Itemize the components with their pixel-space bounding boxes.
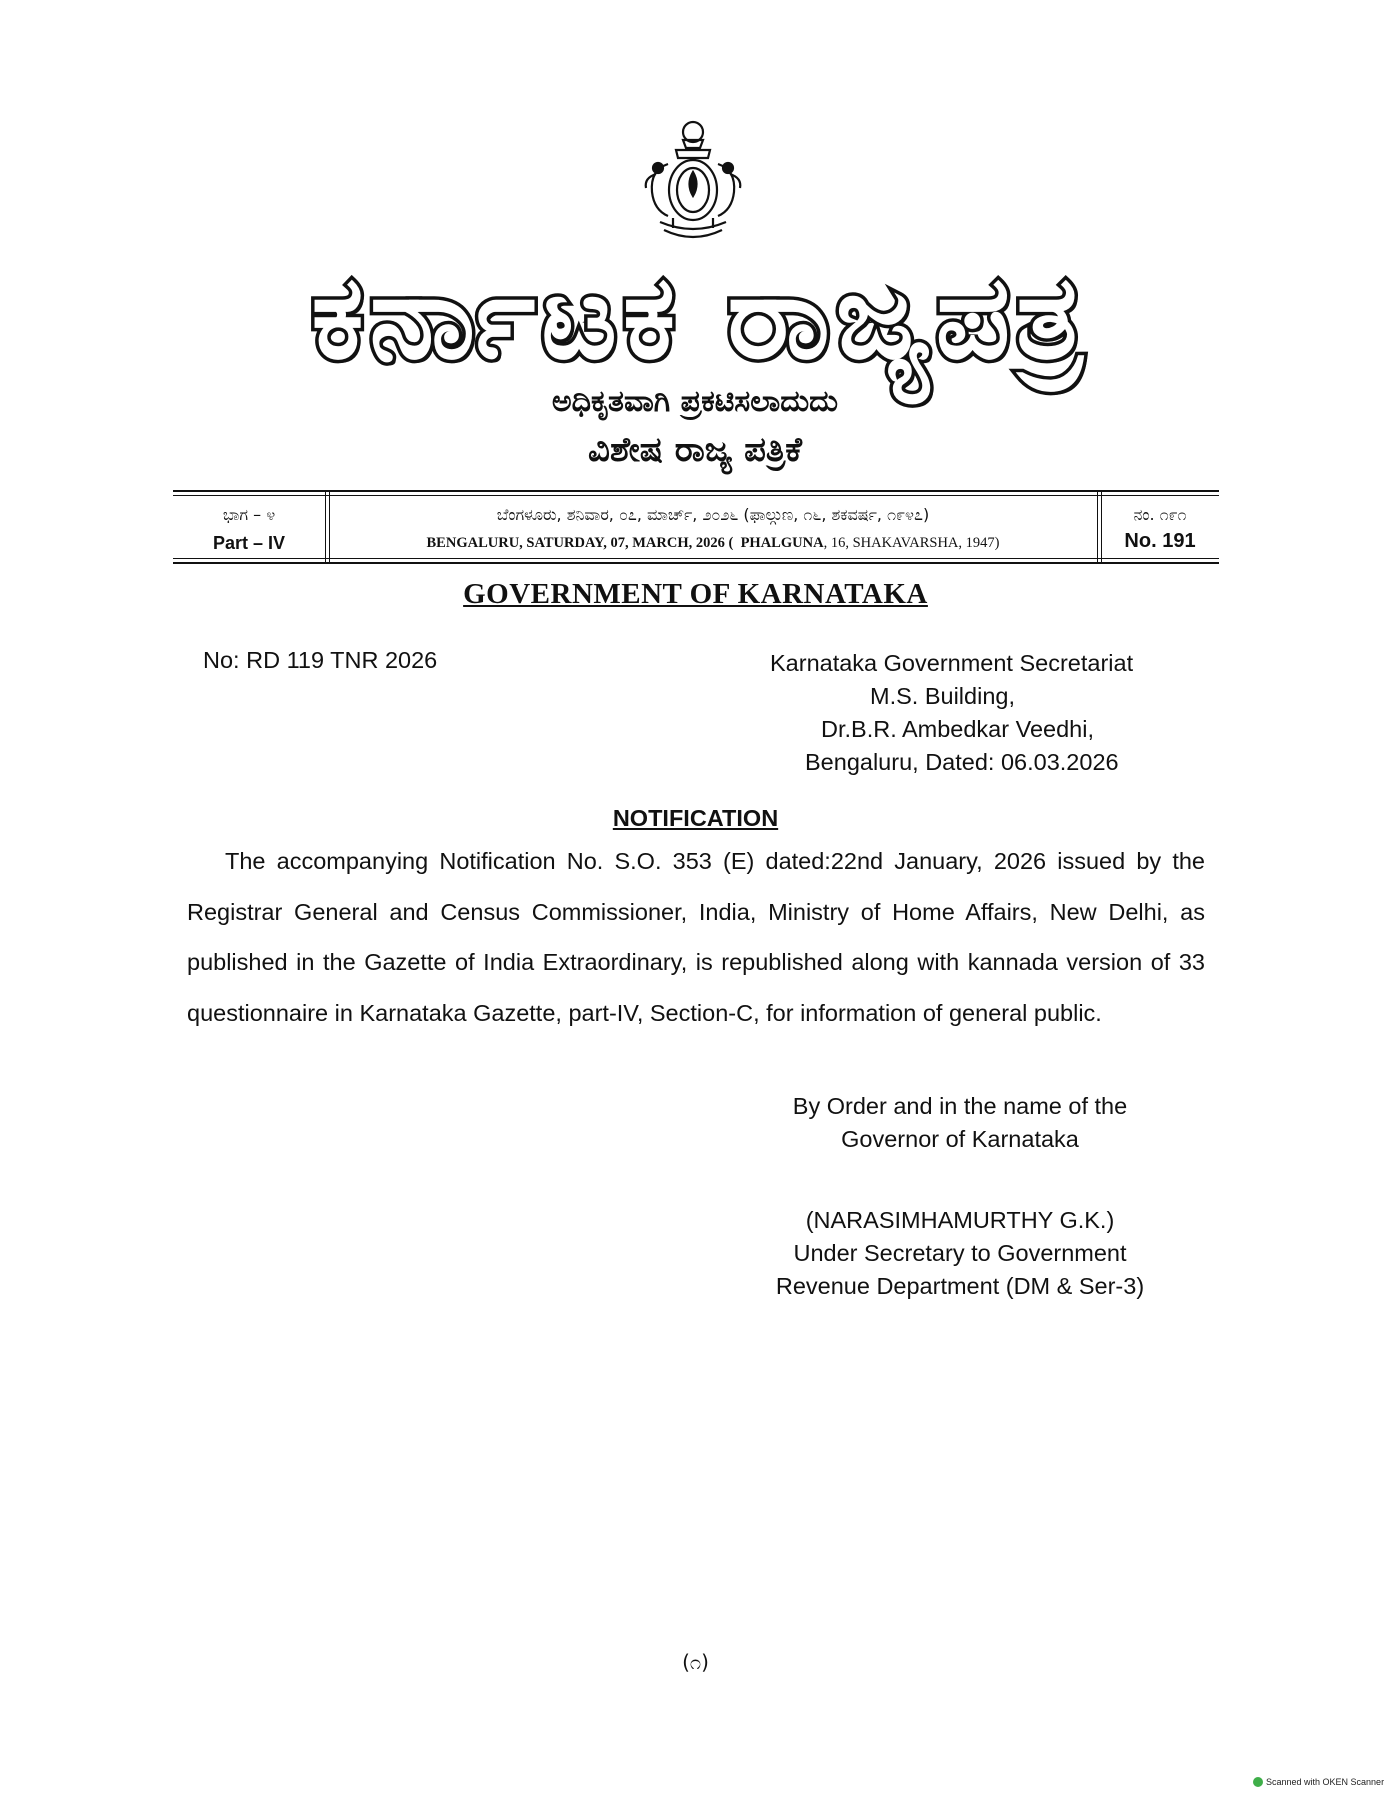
date-kannada: ಬೆಂಗಳೂರು, ಶನಿವಾರ, ೦೭, ಮಾರ್ಚ್, ೨೦೨೬ (ಫಾಲ್ಗುಣ, ೧೬, ಶಕವರ್ಷ, ೧೯೪೭) xyxy=(496,505,930,524)
page-number: (೧) xyxy=(682,1650,709,1674)
closing-line: Governor of Karnataka xyxy=(841,1126,1079,1152)
address-line: Karnataka Government Secretariat xyxy=(770,650,1134,676)
masthead-subtitle-officially-published: ಅಧಿಕೃತವಾಗಿ ಪ್ರಕಟಿಸಲಾದುದು xyxy=(551,384,839,419)
state-emblem-icon xyxy=(628,118,758,248)
scanner-watermark-text: Scanned with OKEN Scanner xyxy=(1266,1777,1385,1787)
signatory-title: Under Secretary to Government xyxy=(793,1240,1127,1266)
notification-heading: NOTIFICATION xyxy=(612,805,779,831)
date-english-month: PHALGUNA xyxy=(740,535,824,551)
date-english-suffix: , 16, SHAKAVARSHA, 1947) xyxy=(823,535,1000,551)
signatory-department: Revenue Department (DM & Ser-3) xyxy=(775,1273,1145,1299)
gazette-info-band xyxy=(173,490,1219,564)
issue-number-kannada: ನಂ. ೧೯೧ xyxy=(1133,505,1187,524)
signatory-block xyxy=(740,1204,1180,1303)
band-divider xyxy=(1097,490,1098,564)
oken-scanner-logo-icon xyxy=(1253,1777,1263,1787)
signatory-name: (NARASIMHAMURTHY G.K.) xyxy=(805,1207,1115,1233)
address-dated-line: Bengaluru, Dated: 06.03.2026 xyxy=(805,749,1119,775)
part-english: Part – IV xyxy=(212,533,286,553)
government-heading: GOVERNMENT OF KARNATAKA xyxy=(463,578,928,610)
gazette-masthead-title: ಕರ್ನಾಟಕ ರಾಜ್ಯಪತ್ರ xyxy=(311,250,1089,385)
secretariat-address xyxy=(770,647,1170,779)
scanner-watermark xyxy=(1253,1777,1384,1787)
closing-line: By Order and in the name of the xyxy=(792,1093,1128,1119)
part-cell xyxy=(173,496,325,558)
issue-number-cell xyxy=(1101,496,1219,558)
date-cell xyxy=(325,496,1101,558)
masthead-subtitle-special-gazette: ವಿಶೇಷ ರಾಜ್ಯ ಪತ್ರಿಕೆ xyxy=(588,430,802,470)
reference-number: No: RD 119 TNR 2026 xyxy=(203,647,438,673)
address-line: M.S. Building, xyxy=(870,683,1015,709)
issue-number-english: No. 191 xyxy=(1124,530,1196,552)
notification-body: The accompanying Notification No. S.O. 353 (E) dated:22nd January, 2026 issued by the Registrar General and Census Commissioner, India, Ministry of Home Affairs, New Delhi, as published in the Gazette of India Extraordinary, is republished along with kannada version of 33 questionnaire in Karnataka Gazette, part-IV, Section-C, for information of general public. xyxy=(187,848,1205,1026)
order-closing xyxy=(740,1090,1180,1156)
address-line: Dr.B.R. Ambedkar Veedhi, xyxy=(821,716,1095,742)
date-english xyxy=(325,532,1101,554)
date-english-prefix: BENGALURU, SATURDAY, 07, MARCH, 2026 ( xyxy=(426,535,734,551)
part-kannada: ಭಾಗ – ೪ xyxy=(222,505,276,524)
